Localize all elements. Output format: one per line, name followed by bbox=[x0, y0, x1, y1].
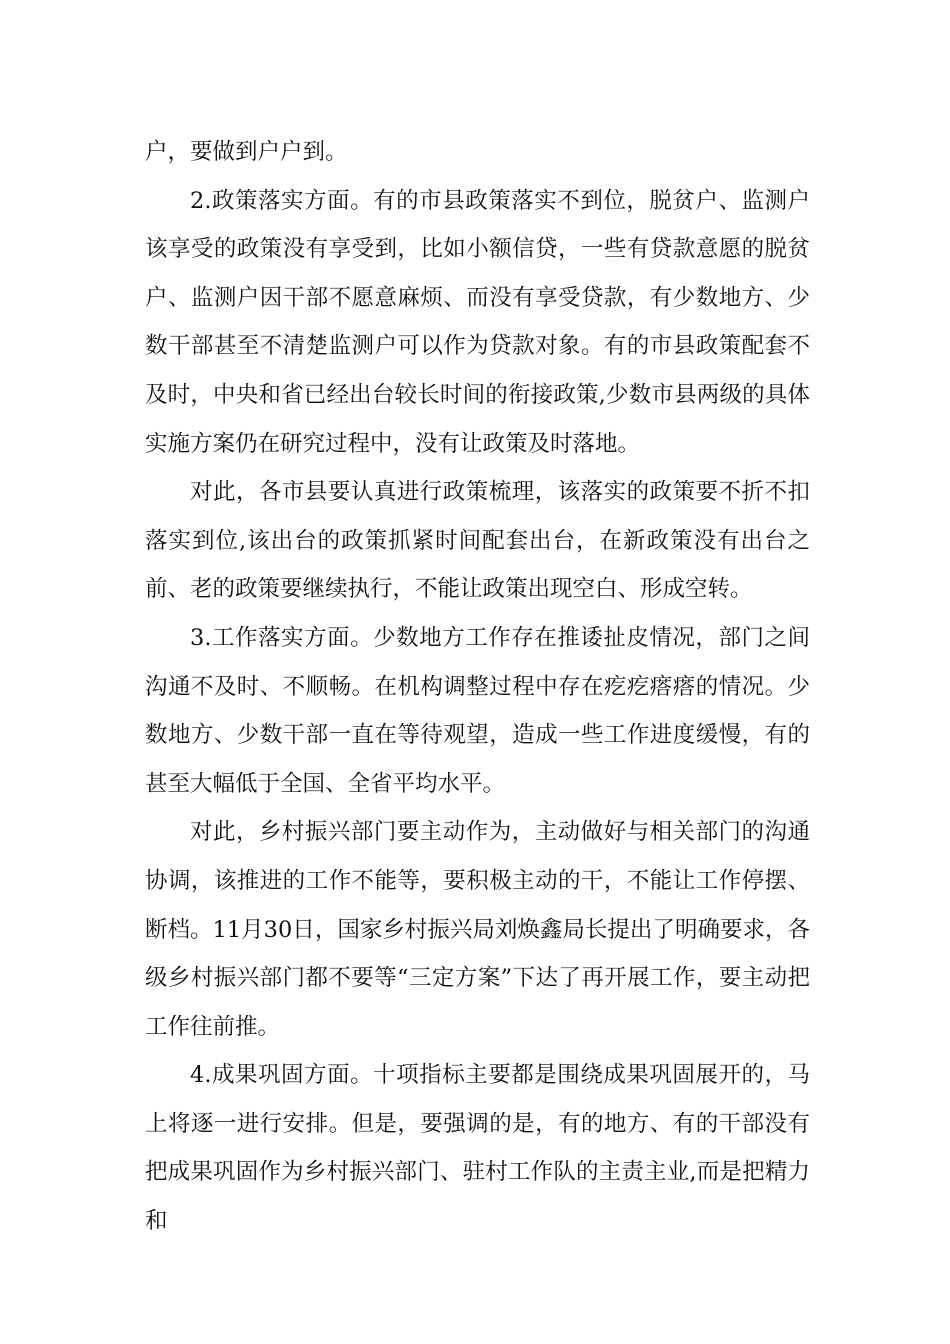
paragraph-2: 2.政策落实方面。有的市县政策落实不到位，脱贫户、监测户该享受的政策没有享受到，比如小额信贷，一些有贷款意愿的脱贫户、监测户因干部不愿意麻烦、而没有享受贷款，有少数地方、少数干部甚至不清楚监测户可以作为贷款对象。有的市县政策配套不及时，中央和省已经出台较长时间的衔接政策,少数市县两级的具体实施方案仍在研究过程中，没有让政策及时落地。 bbox=[145, 187, 810, 457]
paragraph-4: 3.工作落实方面。少数地方工作存在推诿扯皮情况，部门之间沟通不及时、不顺畅。在机构调整过程中存在疙疙瘩瘩的情况。少数地方、少数干部一直在等待观望，造成一些工作进度缓慢，有的甚至大幅低于全国、全省平均水平。 bbox=[145, 624, 810, 797]
paragraph-5: 对此，乡村振兴部门要主动作为，主动做好与相关部门的沟通协调，该推进的工作不能等，要积极主动的干，不能让工作停摆、断档。11月30日，国家乡村振兴局刘焕鑫局长提出了明确要求，各级乡村振兴部门都不要等“三定方案”下达了再开展工作，要主动把工作往前推。 bbox=[145, 819, 810, 1040]
document-body bbox=[145, 128, 810, 1246]
paragraph-6: 4.成果巩固方面。十项指标主要都是围绕成果巩固展开的，马上将逐一进行安排。但是，要强调的是，有的地方、有的干部没有把成果巩固作为乡村振兴部门、驻村工作队的主责主业,而是把精力和 bbox=[145, 1062, 810, 1235]
paragraph-1: 户，要做到户户到。 bbox=[145, 139, 348, 165]
paragraph-3: 对此，各市县要认真进行政策梳理，该落实的政策要不折不扣落实到位,该出台的政策抓紧时间配套出台，在新政策没有出台之前、老的政策要继续执行，不能让政策出现空白、形成空转。 bbox=[145, 479, 810, 603]
